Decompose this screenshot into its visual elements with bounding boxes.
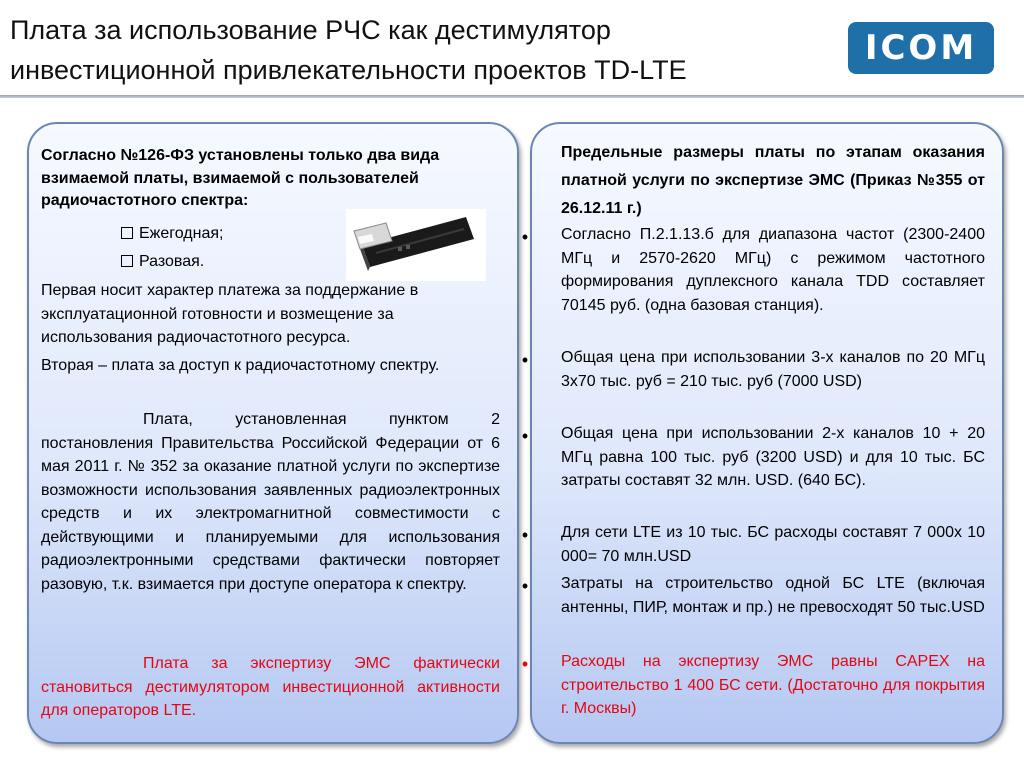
bullet-icon: • xyxy=(521,350,529,370)
page-title xyxy=(10,10,830,90)
checkbox-icon xyxy=(121,227,133,239)
right-heading: Предельные размеры платы по этапам оказания платной услуги по экспертизе ЭМС (Приказ №355 от 26.12.11 г.) xyxy=(561,144,985,217)
left-para-3: Плата, установленная пунктом 2 постановления Правительства Российской Федерации от 6 мая 2011 г. № 352 за оказание платной услуги по экспертизе возможности использования заявленных радиоэлектронных средств и их электромагнитной совместимости с действующими и планируемыми для использования радиоэлектронными средствами фактически повторяет разовую, т.к. взимается при доступе оператора к спектру. xyxy=(41,411,500,593)
left-para-2: Вторая – плата за доступ к радиочастотному спектру. xyxy=(41,357,440,374)
usb-modem-photo xyxy=(346,209,486,281)
bullet-item-5: Затраты на строительство одной БС LTE (включая антенны, ПИР, монтаж и пр.) не превосходят 50 тыс.USD xyxy=(561,575,985,616)
bullet-item-6: Расходы на экспертизу ЭМС равны CAPEX на строительство 1 400 БС сети. (Достаточно для покрытия г. Москвы) xyxy=(561,653,985,717)
logo-text: ICOM xyxy=(864,28,978,68)
bullet-item-1: Согласно П.2.1.13.б для диапазона частот (2300-2400 МГц и 2570-2620 МГц) с режимом частотного формирования дуплексного канала TDD составляет 70145 руб. (одна базовая станция). xyxy=(561,226,985,314)
bullet-icon: • xyxy=(521,654,529,674)
bullet-icon: • xyxy=(521,426,529,446)
company-logo xyxy=(848,22,994,74)
title-divider xyxy=(0,95,1024,98)
left-intro: Согласно №126-ФЗ установлены только два вида взимаемой платы, взимаемой с пользователей радиочастотного спектра: xyxy=(41,147,440,209)
option-onetime xyxy=(121,250,204,273)
option-onetime-label: Разовая. xyxy=(139,253,205,270)
usb-modem-illustration xyxy=(346,209,486,281)
left-conclusion: Плата за экспертизу ЭМС фактически становиться дестимулятором инвестиционной активности для операторов LTE. xyxy=(41,655,500,719)
option-annual xyxy=(121,222,223,245)
bullet-icon: • xyxy=(521,525,529,545)
bullet-icon: • xyxy=(521,227,529,247)
bullet-item-4: Для сети LTE из 10 тыс. БС расходы составят 7 000х 10 000= 70 млн.USD xyxy=(561,524,985,565)
title-line-2: инвестиционной привлекательности проектов TD-LTE xyxy=(10,55,687,85)
title-line-1: Плата за использование РЧС как дестимулятор xyxy=(10,15,611,45)
bullet-icon: • xyxy=(521,576,529,596)
option-annual-label: Ежегодная; xyxy=(139,225,224,242)
checkbox-icon xyxy=(121,255,133,267)
bullet-item-2: Общая цена при использовании 3-х каналов по 20 МГц 3х70 тыс. руб = 210 тыс. руб (7000 USD) xyxy=(561,349,985,390)
left-para-1: Первая носит характер платежа за поддержание в эксплуатационной готовности и возмещение за использования радиочастотного ресурса. xyxy=(41,282,419,346)
bullet-item-3: Общая цена при использовании 2-х каналов 10 + 20 МГц равна 100 тыс. руб (3200 USD) и для 10 тыс. БС затраты составят 32 млн. USD. (640 БС). xyxy=(561,425,985,489)
